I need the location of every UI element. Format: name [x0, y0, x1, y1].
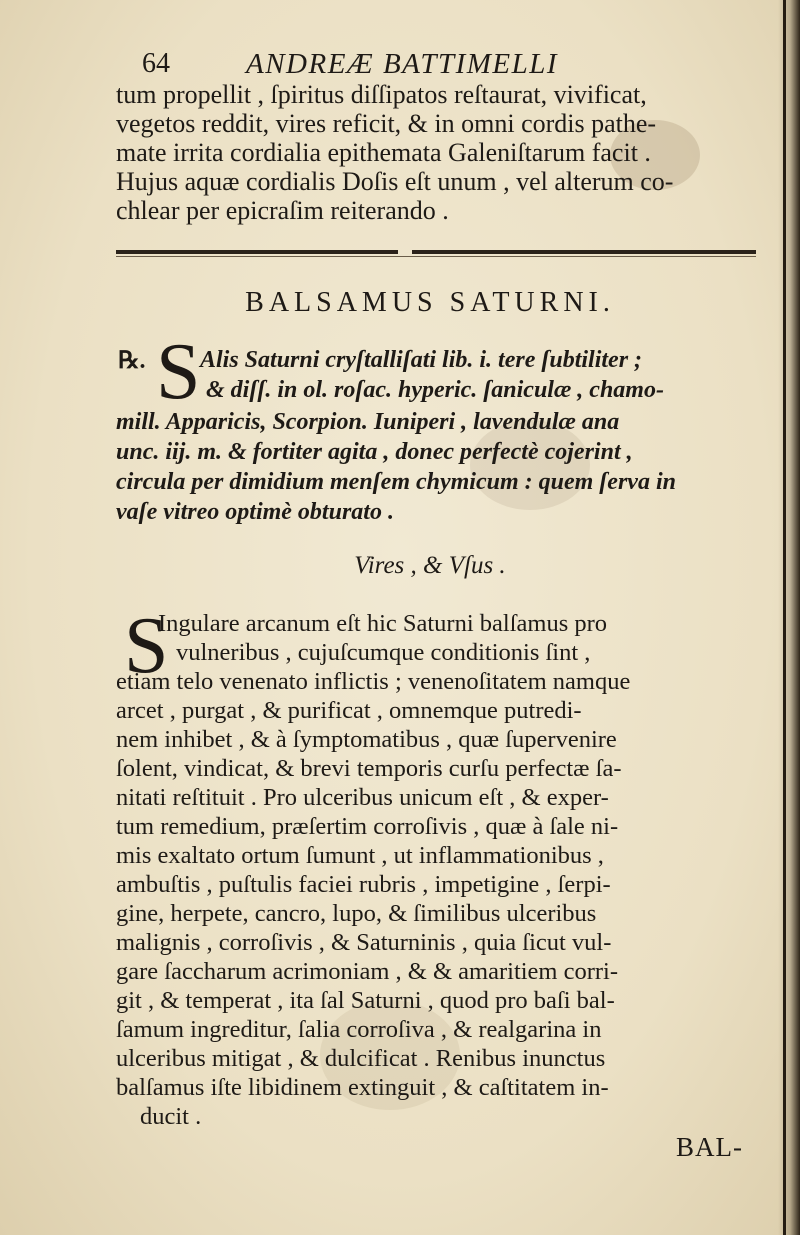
- text-line: nitati reſtituit . Pro ulceribus unicum eſt , & exper-: [116, 784, 609, 811]
- drop-cap: S: [156, 328, 201, 416]
- text-line: Hujus aquæ cordialis Doſis eſt unum , vel alterum co-: [116, 167, 674, 196]
- ornamental-rule: [116, 250, 398, 254]
- text-line: mate irrita cordialia epithemata Galeniſtarum facit .: [116, 138, 651, 167]
- text-line: tum propellit , ſpiritus diſſipatos reſtaurat, vivificat,: [116, 80, 647, 109]
- text-line: arcet , purgat , & purificat , omnemque putredi-: [116, 697, 582, 724]
- text-line: etiam telo venenato inflictis ; venenoſitatem namque: [116, 668, 631, 695]
- text-line: gine, herpete, cancro, lupo, & ſimilibus ulceribus: [116, 900, 597, 927]
- text-line: vegetos reddit, vires reficit, & in omni cordis pathe-: [116, 109, 657, 138]
- text-line: malignis , corroſivis , & Saturninis , quia ſicut vul-: [116, 929, 612, 956]
- text-line: & diſſ. in ol. roſac. hyperic. ſaniculæ , chamo-: [206, 377, 664, 403]
- text-line: balſamus iſte libidinem extinguit , & caſtitatem in-: [116, 1074, 609, 1101]
- subheading: Vires , & Vſus .: [354, 552, 506, 579]
- thin-rule: [116, 256, 756, 257]
- text-line: tum remedium, præſertim corroſivis , quæ à ſale ni-: [116, 813, 619, 840]
- text-line: gare ſaccharum acrimoniam , & & amaritiem corri-: [116, 958, 619, 985]
- text-line: Ingulare arcanum eſt hic Saturni balſamus pro: [158, 610, 608, 637]
- text-line: unc. iij. m. & fortiter agita , donec perfectè cojerint ,: [116, 439, 633, 465]
- text-line: ducit .: [140, 1103, 202, 1130]
- text-line: ambuſtis , puſtulis faciei rubris , impetigine , ſerpi-: [116, 871, 611, 898]
- binding-edge: [783, 0, 786, 1235]
- text-line: vulneribus , cujuſcumque conditionis ſint ,: [176, 639, 591, 666]
- text-line: ſamum ingreditur, ſalia corroſiva , & realgarina in: [116, 1016, 602, 1043]
- drop-cap: S: [124, 602, 169, 690]
- text-line: Alis Saturni cryſtalliſati lib. i. tere ſubtiliter ;: [200, 347, 643, 373]
- text-line: mis exaltato ortum ſumunt , ut inflammationibus ,: [116, 842, 604, 869]
- text-line: ulceribus mitigat , & dulcificat . Renibus inunctus: [116, 1045, 606, 1072]
- text-line: vaſe vitreo optimè obturato .: [116, 499, 394, 525]
- text-line: ſolent, vindicat, & brevi temporis curſu perfectæ ſa-: [116, 755, 622, 782]
- text-line: mill. Apparicis, Scorpion. Iuniperi , lavendulæ ana: [116, 409, 620, 435]
- binding-gutter: [778, 0, 800, 1235]
- recipe-symbol: ℞.: [118, 348, 146, 374]
- text-line: git , & temperat , ita ſal Saturni , quod pro baſi bal-: [116, 987, 615, 1014]
- ornamental-rule: [412, 250, 756, 254]
- text-line: chlear per epicraſim reiterando .: [116, 196, 449, 225]
- text-line: circula per dimidium menſem chymicum : quem ſerva in: [116, 469, 676, 495]
- text-line: nem inhibet , & à ſymptomatibus , quæ ſupervenire: [116, 726, 617, 753]
- running-head: ANDREÆ BATTIMELLI: [246, 48, 559, 80]
- section-title: BALSAMUS SATURNI.: [245, 287, 615, 318]
- catchword: BAL-: [676, 1132, 743, 1162]
- page-number: 64: [142, 48, 170, 79]
